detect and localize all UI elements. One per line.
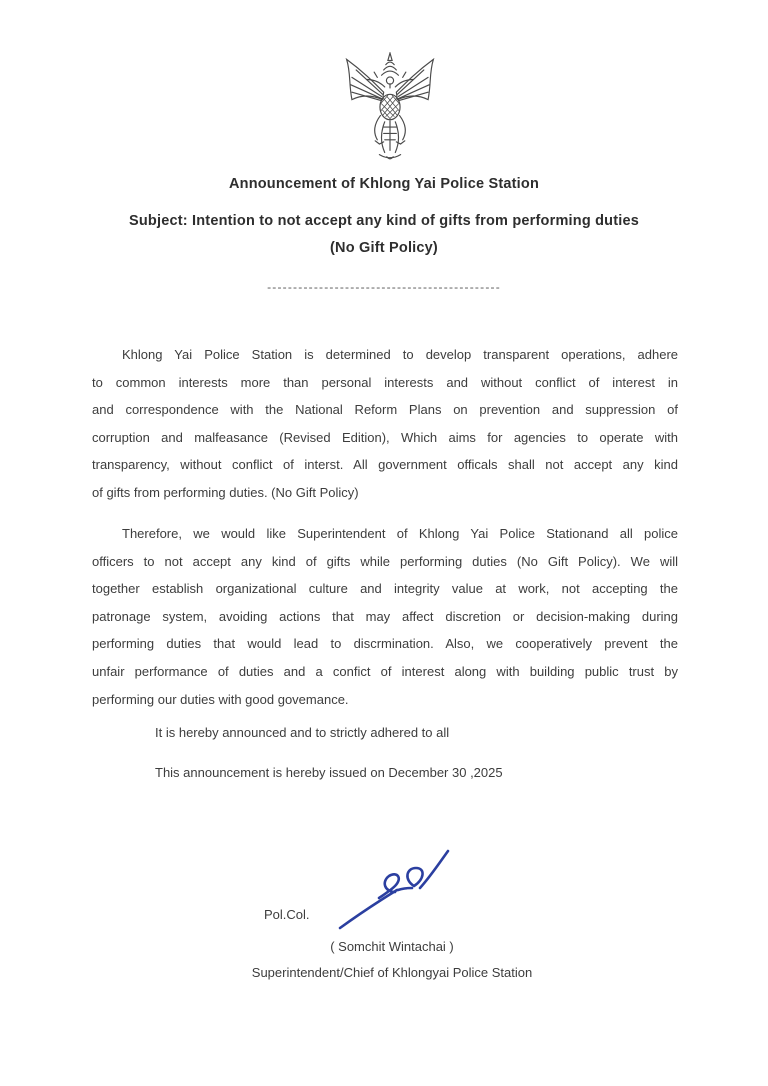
paragraph-2-line: patronage system, avoiding actions that may affect discretion or decision-making during bbox=[92, 608, 678, 624]
paragraph-2-line: unfair performance of duties and a confict of interest along with building public trust by bbox=[92, 663, 678, 679]
paragraph-1-line: to common interests more than personal interests and without conflict of interest in bbox=[92, 374, 678, 390]
garuda-emblem-icon bbox=[337, 52, 443, 162]
paragraph-1-line: Khlong Yai Police Station is determined to develop transparent operations, adhere bbox=[122, 347, 678, 362]
paragraph-1 bbox=[92, 341, 678, 507]
subject-line: Subject: Intention to not accept any kind of gifts from performing duties bbox=[128, 213, 640, 229]
paragraph-2-line: performing our duties with good govemance. bbox=[92, 691, 349, 707]
paragraph-1-line: and correspondence with the National Reform Plans on prevention and suppression of bbox=[92, 402, 678, 418]
dashed-divider: --------------------------------------------- bbox=[267, 280, 501, 294]
paragraph-1-line: transparency, without conflict of interst. All government officals shall not accept any kind bbox=[92, 457, 678, 473]
issued-date-line: This announcement is hereby issued on December 30 ,2025 bbox=[155, 765, 503, 780]
signatory-title: Superintendent/Chief of Khlongyai Police Station bbox=[251, 965, 533, 980]
signatory-name: ( Somchit Wintachai ) bbox=[330, 939, 454, 954]
paragraph-1-line: of gifts from performing duties. (No Gift Policy) bbox=[92, 484, 359, 500]
paragraph-2 bbox=[92, 520, 678, 713]
announcement-title: Announcement of Khlong Yai Police Station bbox=[228, 176, 540, 192]
signature-ink-icon bbox=[333, 846, 455, 934]
paragraph-2-line: together establish organizational culture and integrity value at work, not accepting the bbox=[92, 581, 678, 597]
paragraph-2-line: Therefore, we would like Superintendent of Khlong Yai Police Stationand all police bbox=[122, 526, 678, 541]
paragraph-2-line: officers to not accept any kind of gifts while performing duties (No Gift Policy). We will bbox=[92, 553, 678, 569]
closing-statement: It is hereby announced and to strictly adhered to all bbox=[155, 725, 450, 740]
paragraph-2-line: performing duties that would lead to discrmination. Also, we cooperatively prevent the bbox=[92, 636, 678, 652]
paragraph-1-line: corruption and malfeasance (Revised Edition), Which aims for agencies to operate with bbox=[92, 429, 678, 445]
signatory-rank: Pol.Col. bbox=[264, 907, 310, 922]
subject-line-2: (No Gift Policy) bbox=[330, 240, 438, 256]
